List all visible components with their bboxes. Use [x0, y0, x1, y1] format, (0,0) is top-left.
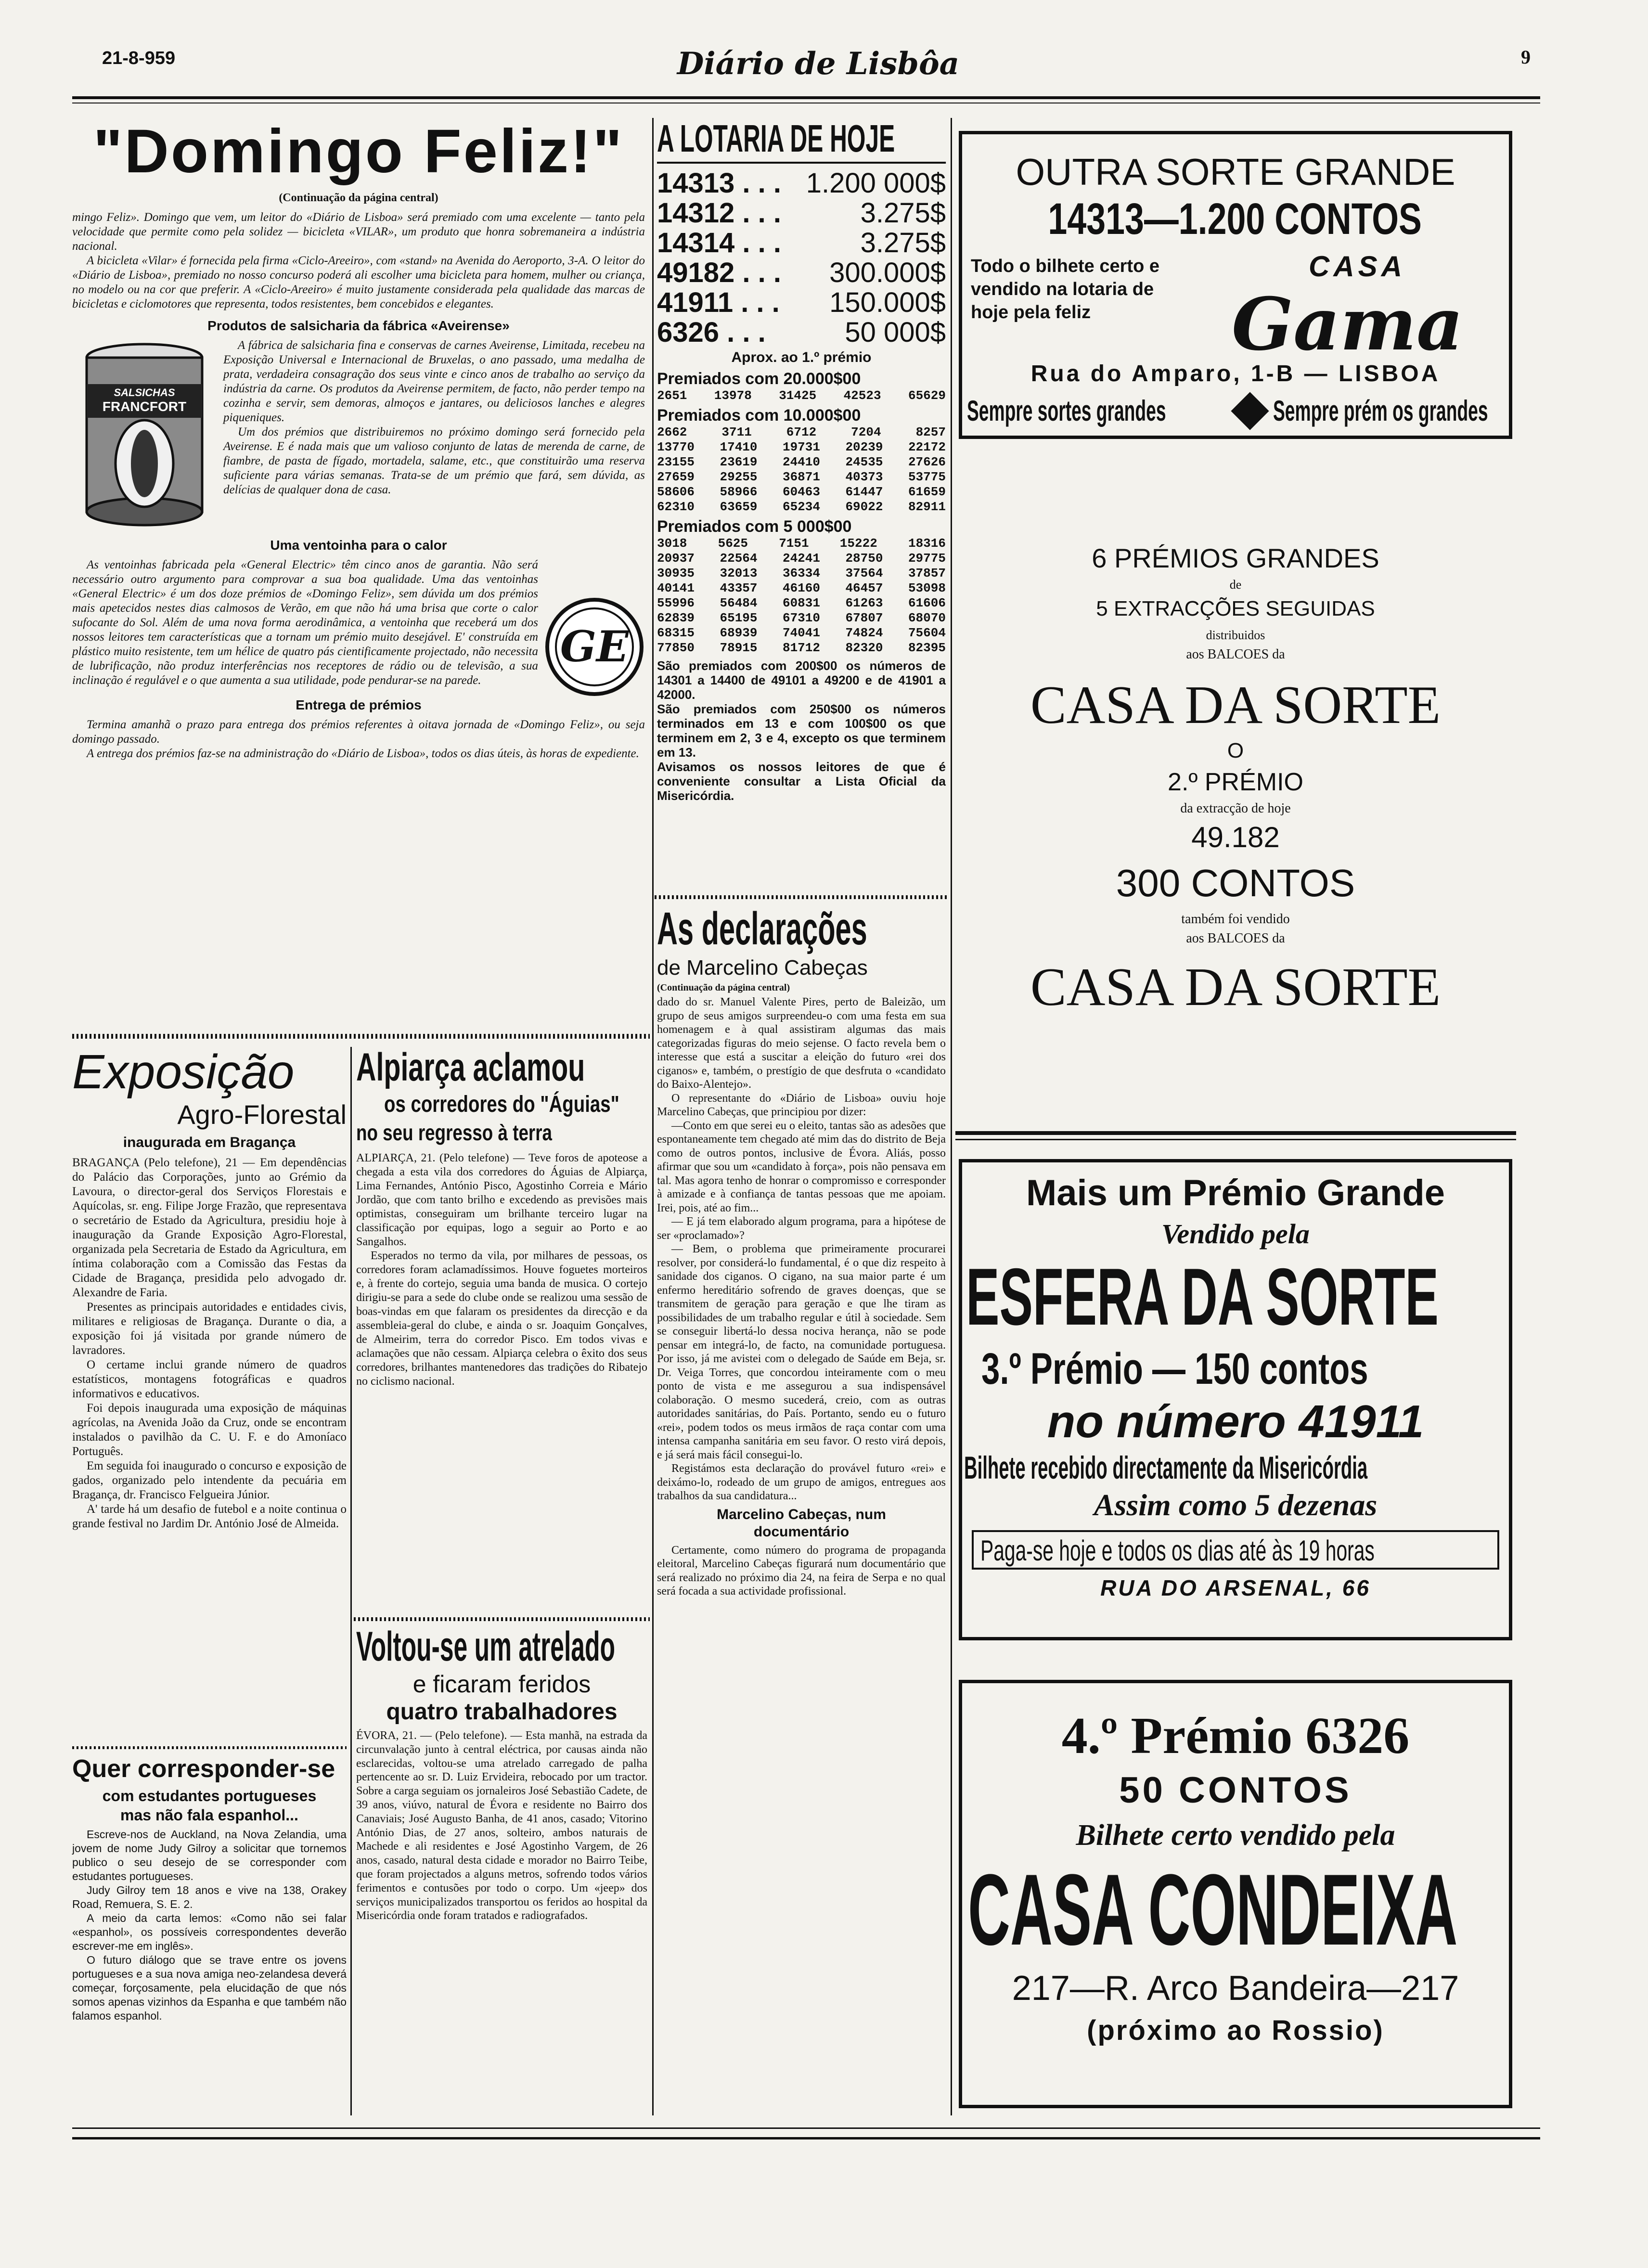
atrelado-article — [356, 1623, 647, 1923]
casa-condeixa-ad — [959, 1680, 1512, 2108]
approx-label: Aprox. ao 1.º prémio — [731, 349, 872, 365]
masthead-rule — [72, 96, 1540, 99]
ad-pay-line: Paga-se hoje e todos os dias até às 19 horas — [980, 1534, 1375, 1567]
can-label: FRANCFORT — [102, 399, 187, 414]
masthead-title: Diário de Lisbôa — [677, 46, 960, 82]
article-paragraph: Esperados no termo da vila, por milhares de pessoas, os corredores foram aclamadíssimos. Houve foguetes morteiros e, à frente do cortejo, seguia uma banda de musica. O cortejo dirigiu-se para a sede do clube onde se realizou uma sessão de boas-vindas em que falaram os presidentes da direcção e da assembleia-geral do clube, e ainda o sr. Joaquim Gonçalves, de Almeirim, terra do corredor Pisco. Em todos vivas e aclamações que não cessam. Alpiarça celebra o êxito dos seus corredores, brilhantes mantenedores das tradições do Ribatejo no ciclismo nacional. — [356, 1250, 647, 1388]
ad-slogan-row — [967, 394, 1506, 427]
ad-line: Bilhete recebido directamente da Misericórdia — [964, 1450, 1368, 1485]
subheading: Entrega de prémios — [296, 697, 422, 712]
article-paragraph: BRAGANÇA (Pelo telefone), 21 — Em dependências do Palácio das Corporações, junto ao Grémio da Lavoura, o director-geral dos Serviços Florestais e Aquícolas, sr. eng. Filipe Jorge Frazão, que representava o secretário de Estado da Agricultura, presidiu hoje à inauguração da Grande Exposição Agro-Florestal, organizada pela Secretaria de Estado da Agricultura, em íntima colaboração com a Comissão das Festas da Cidade de Bragança, presidida pelo advogado dr. Alexandre de Faria. — [72, 1156, 347, 1299]
ge-logo — [544, 596, 645, 697]
article-paragraph: A' tarde há um desafio de futebol e a noite continua o grande festival no Jardim Dr. António José de Almeida. — [72, 1503, 347, 1530]
lotaria-number: 14312 . . . — [657, 197, 781, 229]
number-list-row: 20937 22564 24241 28750 29775 — [657, 551, 946, 566]
lotaria-number: 14314 . . . — [657, 227, 781, 258]
ad-casa-da-sorte-name: CASA DA SORTE — [1030, 675, 1441, 735]
ad-line: O — [1227, 739, 1244, 762]
lotaria-prize: 3.275$ — [860, 227, 946, 258]
ad-line: 4.º Prémio 6326 — [1061, 1707, 1410, 1765]
lotaria-row — [657, 288, 946, 318]
sausage-can-image — [72, 338, 217, 531]
casa-gama-ad — [959, 131, 1512, 439]
article-paragraph: Em seguida foi inaugurado o concurso e exposição de gados, organizado pelo intendente da pecuária em Bragança, dr. Francisco Felgueira Júnior. — [72, 1459, 347, 1501]
lotaria-note: Avisamos os nossos leitores de que é conveniente consultar a Lista Oficial da Misericórdia. — [657, 760, 946, 803]
ad-line: Bilhete certo vendido pela — [1076, 1819, 1395, 1852]
lotaria-note: São premiados com 200$00 os números de 14301 a 14400 de 49101 a 49200 e de 41901 a 42000. — [657, 658, 946, 702]
ad-number-line: no número 41911 — [1047, 1396, 1424, 1447]
lotaria-title: A LOTARIA DE HOJE — [657, 116, 946, 164]
number-list-row: 2662 3711 6712 7204 8257 — [657, 425, 946, 439]
article-paragraph: O futuro diálogo que se trave entre os jovens portugueses e a sua nova amiga neo-zelandesa deverá começar, forçosamente, pela elucidação de que nós somos apenas vizinhos da Espanha e que também não falamos espanhol. — [72, 1954, 347, 2022]
lotaria-results — [657, 168, 946, 348]
ad-slogan-right: Sempre prém os grandes — [1273, 395, 1488, 427]
footer-rule — [72, 2137, 1540, 2139]
atrelado-subhead: e ficaram feridos — [412, 1671, 591, 1698]
ad-address: 217—R. Arco Bandeira—217 — [1012, 1969, 1459, 2008]
domingo-feliz-article — [72, 116, 645, 761]
declaracoes-article — [657, 902, 946, 1598]
ad-line: 3.º Prémio — 150 contos — [981, 1344, 1368, 1393]
article-paragraph: Escreve-nos de Auckland, na Nova Zelandia, uma jovem de nome Judy Gilroy a solicitar que tornemos publico o seu desejo de se corresponder com estudantes portugueses. — [72, 1828, 347, 1882]
ad-line: (próximo ao Rossio) — [1087, 2015, 1384, 2046]
section-rule — [955, 1139, 1516, 1140]
pay-box — [972, 1530, 1499, 1570]
corresponder-article — [72, 1754, 347, 2023]
lotaria-row — [657, 258, 946, 288]
exposicao-subhead: Agro-Florestal — [177, 1099, 347, 1130]
esfera-da-sorte-ad — [959, 1159, 1512, 1640]
corresponder-headline: Quer corresponder-se — [72, 1755, 335, 1783]
number-list-row: 58606 58966 60463 61447 61659 — [657, 485, 946, 499]
continued-note: (Continuação da página central) — [657, 982, 790, 993]
section-rule — [955, 1131, 1516, 1135]
continued-note: (Continuação da página central) — [279, 192, 438, 204]
ad-line: distribuidos — [1206, 628, 1265, 642]
ad-text: Todo o bilhete certo e vendido na lotaria de hoje pela feliz — [971, 256, 1159, 322]
alpiarca-subhead2: no seu regresso à terra — [356, 1120, 553, 1145]
lotaria-prize: 3.275$ — [860, 197, 946, 229]
ad-premio: 2.º PRÉMIO — [1168, 768, 1303, 796]
prem20-label: Premiados com 20.000$00 — [657, 370, 861, 388]
column-rule — [350, 1047, 352, 2115]
issue-date: 21-8-959 — [102, 48, 176, 68]
article-paragraph: O representante do «Diário de Lisboa» ouviu hoje Marcelino Cabeças, que principiou por dizer: — [657, 1092, 946, 1118]
article-paragraph: ÉVORA, 21. — (Pelo telefone). — Esta manhã, na estrada da circunvalação junto à central eléctrica, por causas ainda não esclarecidas, voltou-se uma atrelado carregado de palha pertencente ao sr. D. Luiz Ervideira, rebocado por um tractor. Sobre a carga seguiam os jornaleiros José Sebastião Cadete, de 39 anos, viúvo, natural de Évora e residente no Bairro dos Canaviais; José Augusto Banha, de 41 anos, casado; Vitorino António Dias, de 27 anos, solteiro, ambos naturais de Machede e ali residentes e José Agostinho Vargem, de 26 anos, casado, natural desta cidade e morador no Bairro Teibe, que foram projectados a alguns metros, sofrendo todos vários ferimentos e contusões por todo o corpo. Um «jeep» dos serviços municipalizados transportou os feridos ao hospital da Misericórdia onde foram tratados e radiografados. — [356, 1729, 647, 1922]
prem5-label: Premiados com 5 000$00 — [657, 517, 852, 536]
subheading: Produtos de salsicharia da fábrica «Aveirense» — [207, 318, 510, 333]
section-rule — [72, 1034, 650, 1039]
ad-line: Mais um Prémio Grande — [1026, 1173, 1445, 1213]
ad-line: aos BALCOES da — [1186, 647, 1285, 662]
casa-da-sorte-ad — [959, 510, 1512, 1097]
article-paragraph: Um dos prémios que distribuiremos no próximo domingo será fornecido pela Aveirense. E é nada mais que um valioso conjunto de latas de merenda de carne, de fiambre, de pasta de fígado, mortadela, salame, etc., que constituirão uma reserva suficiente para várias semanas. Trata-se de um prémio que fará, sem dúvida, as delícias de qualquer dona de casa. — [223, 425, 645, 496]
number-list-row: 62310 63659 65234 69022 82911 — [657, 500, 946, 514]
domingo-headline: "Domingo Feliz!" — [93, 117, 624, 186]
article-paragraph: Foi depois inaugurada uma exposição de máquinas agrícolas, na Avenida João da Cruz, onde se encontram instalados o pavilhão da C. U. F. e do Amoníaco Português. — [72, 1402, 347, 1458]
number-list-row: 40141 43357 46160 46457 53098 — [657, 581, 946, 595]
number-list-row: 27659 29255 36871 40373 53775 — [657, 470, 946, 484]
ad-casa-label: CASA — [1309, 250, 1406, 283]
lotaria-prize: 150.000$ — [829, 287, 946, 318]
ad-gama-logo: Gama — [1232, 282, 1464, 367]
subheading: Uma ventoinha para o calor — [270, 538, 447, 553]
svg-text:GE: GE — [560, 621, 629, 671]
ad-line: Vendido pela — [1161, 1218, 1310, 1250]
subheading: Marcelino Cabeças, num documentário — [717, 1506, 886, 1540]
declaracoes-headline: As declarações — [657, 903, 867, 954]
ad-line: também foi vendido — [1181, 912, 1290, 927]
article-paragraph: O certame inclui grande número de quadros estatísticos, montagens fotográficas e quadros informativos e educativos. — [72, 1358, 347, 1400]
declaracoes-subhead: de Marcelino Cabeças — [657, 956, 868, 979]
lotaria-row — [657, 168, 946, 198]
article-paragraph: mingo Feliz». Domingo que vem, um leitor do «Diário de Lisboa» será premiado com uma excelente — tanto pela velocidade que permite como pela solidez — bicicleta «VILAR», um produto que honra sobremaneira a indústria nacional. — [72, 211, 645, 253]
subheading: inaugurada em Bragança — [123, 1134, 296, 1150]
lotaria-number: 49182 . . . — [657, 257, 781, 288]
number-list-row: 55996 56484 60831 61263 61606 — [657, 596, 946, 610]
ad-contos: 300 CONTOS — [1116, 862, 1355, 904]
article-paragraph: A fábrica de salsicharia fina e conservas de carnes Aveirense, Limitada, recebeu na Exposição Universal e Internacional de Bruxelas, o ano passado, uma medalha de prata, verdadeira consagração dos seus vinte e cinco anos de trabalho ao serviço da indústria da carne. Os produtos da Aveirense permitem, de facto, não perder tempo na cozinha e servir, sem demoras, almoços e jantares, ou deliciosos lanches e alegres piqueniques. — [223, 339, 645, 424]
column-rule — [951, 118, 952, 2115]
prem20-list — [657, 388, 946, 403]
prem5-list — [657, 536, 946, 656]
column-rule — [652, 118, 654, 2115]
number-list-row: 23155 23619 24410 24535 27626 — [657, 455, 946, 469]
lotaria-row — [657, 198, 946, 228]
ad-address: RUA DO ARSENAL, 66 — [1100, 1575, 1371, 1600]
ad-line: aos BALCOES da — [1186, 931, 1285, 946]
lotaria-prize: 300.000$ — [829, 257, 946, 288]
footer-rule — [72, 2127, 1540, 2129]
article-paragraph: — Bem, o problema que primeiramente procurarei resolver, por considerá-lo fundamental, é o que diz respeito à sanidade dos ciganos. O cigano, na sua maior parte é um enfermo hereditário sofrendo de graves doenças, que se transmitem de geração para geração e que lhe tiram as possibilidades de um trabalho regular e útil à sociedade. Sem se conseguir libertá-lo dessa nociva herança, não se pode pensar em integrá-lo, de facto, na comunidade portuguesa. Por isso, já me avistei com o delegado de Saúde em Beja, sr. Dr. Veiga Torres, que concordou inteiramente com o meu ponto de vista e me assegurou a sua indispensável colaboração. O mesmo sucederá, creio, com as outras autoridades sanitárias, do País. Portanto, sendo eu o futuro «rei», podem todos os meus irmãos de raça contar com uma intensa campanha sanitária em seu favor. O resto virá depois, e já será mais fácil consegui-lo. — [657, 1243, 946, 1461]
ad-line: de — [1229, 578, 1242, 592]
article-paragraph: ALPIARÇA, 21. (Pelo telefone) — Teve foros de apoteose a chegada a esta vila dos corredores do Águias de Alpiarça, Lima Fernandes, António Pisco, Agostinho Correia e Mário Jordão, que com tanto brilho e excedendo as previsões mais optimistas, conseguiram um brilhante terceiro lugar na classificação por equipas, logo a seguir ao Porto e ao Sangalhos. — [356, 1152, 647, 1248]
article-paragraph: As ventoinhas fabricada pela «General Electric» têm cinco anos de garantia. Não será necessário outro argumento para comprovar a sua boa qualidade. Uma das ventoinhas «General Electric» é um dos doze prémios de «Domingo Feliz», sem dúvida um dos prémios mais apetecidos nestes dias calmosos de Verão, em que não há uma brisa que corte o calor sufocante do Sol. Além de uma nova forma aerodinâmica, a ventoinha que receberá um dos nossos leitores tem características que a tornam um prémio muito desejável. E' construída em plástico muito resistente, tem um hélice de quatro pás cientificamente projectado, não necessita de lubrificação, não produz interferências nos receptores de rádio ou de televisão, a sua inclinação é regulável e o que aumenta a sua utilidade, pode pendurar-se na parede. — [72, 558, 538, 687]
can-label: SALSICHAS — [114, 387, 175, 399]
lotaria-prize: 1.200 000$ — [806, 168, 946, 199]
alpiarca-subhead: os corredores do "Águias" — [384, 1092, 619, 1117]
number-list-row: 77850 78915 81712 82320 82395 — [657, 641, 946, 655]
ad-line: OUTRA SORTE GRANDE — [1016, 151, 1455, 193]
alpiarca-article — [356, 1044, 647, 1389]
section-rule — [655, 895, 948, 899]
ad-line: 6 PRÉMIOS GRANDES — [1092, 543, 1379, 573]
page-number: 9 — [1521, 46, 1531, 68]
article-paragraph: A entrega dos prémios faz-se na administração do «Diário de Lisboa», todos os dias úteis, às horas de expediente. — [87, 747, 639, 760]
ad-slogan-left: Sempre sortes grandes — [967, 395, 1166, 427]
article-paragraph: Certamente, como número do programa de propaganda eleitoral, Marcelino Cabeças figurará num documentário que será realizado no próximo dia 24, na feira de Serpa e no qual será focada a sua actividade profissional. — [657, 1544, 946, 1598]
section-rule — [72, 1746, 347, 1749]
ad-line: 14313—1.200 CONTOS — [1048, 194, 1422, 244]
ad-condeixa-name: CASA CONDEIXA — [968, 1853, 1458, 1966]
lotaria-number: 6326 . . . — [657, 317, 766, 348]
number-list-row: 68315 68939 74041 74824 75604 — [657, 626, 946, 640]
lotaria-section — [657, 116, 946, 803]
number-list-row: 2651 13978 31425 42523 65629 — [657, 388, 946, 403]
lotaria-row — [657, 318, 946, 348]
article-paragraph: A meio da carta lemos: «Como não sei falar «espanhol», os possíveis correspondentes deverão escrever-me em inglês». — [72, 1912, 347, 1952]
ad-line: Assim como 5 dezenas — [1094, 1488, 1378, 1522]
article-paragraph: Presentes as principais autoridades e entidades civis, militares e religiosas de Bragança. Durante o dia, a exposição foi já visitada por grande número de lavradores. — [72, 1301, 347, 1357]
atrelado-headline: Voltou-se um atrelado — [356, 1624, 616, 1670]
ad-line: da extracção de hoje — [1180, 801, 1291, 816]
article-paragraph: Termina amanhã o prazo para entrega dos prémios referentes à oitava jornada de «Domingo Feliz», ou seja domingo passado. — [72, 718, 645, 746]
number-list-row: 62839 65195 67310 67807 68070 — [657, 611, 946, 625]
article-paragraph: Registámos esta declaração do provável futuro «rei» e deixámo-lo, rodeado de um grupo de amigos, entregues aos trabalhos da sua candidatura... — [657, 1462, 946, 1502]
ad-address: Rua do Amparo, 1-B — LISBOA — [1030, 361, 1441, 387]
article-paragraph: Judy Gilroy tem 18 anos e vive na 138, Orakey Road, Remuera, S. E. 2. — [72, 1884, 347, 1910]
ad-casa-da-sorte-name: CASA DA SORTE — [1030, 957, 1441, 1017]
section-rule — [354, 1617, 650, 1621]
alpiarca-headline: Alpiarça aclamou — [356, 1045, 585, 1089]
lotaria-note: São premiados com 250$00 os números terminados em 13 e com 100$00 os que terminem em 2, 3 e 4, excepto os que terminem em 13. — [657, 702, 946, 760]
number-list-row: 3018 5625 7151 15222 18316 — [657, 536, 946, 551]
prem10-list — [657, 425, 946, 515]
atrelado-subhead2: quatro trabalhadores — [386, 1699, 618, 1725]
prem10-label: Premiados com 10.000$00 — [657, 406, 861, 425]
article-paragraph: A bicicleta «Vilar» é fornecida pela firma «Ciclo-Areeiro», com «stand» na Avenida do Aeroporto, 3-A. O leitor do «Diário de Lisboa», premiado no nosso concurso poderá ali escolher uma bicicleta para homem, mulher ou criança, no modelo ou na cor que preferir. A «Ciclo-Areeiro» é muito justamente considerada pela qualidade das marcas de bicicletas e ciclomotores que representa, todos resistentes, bem concebidos e elegantes. — [72, 254, 645, 310]
ad-number: 49.182 — [1191, 821, 1280, 853]
ad-esfera-name: ESFERA DA SORTE — [966, 1251, 1439, 1342]
exposicao-headline: Exposição — [72, 1045, 295, 1099]
ad-line: 5 EXTRACÇÕES SEGUIDAS — [1096, 597, 1375, 620]
article-paragraph: — E já tem elaborado algum programa, para a hipótese de ser «proclamado»? — [657, 1215, 946, 1242]
article-paragraph: —Conto em que serei eu o eleito, tantas são as adesões que espontaneamente tem chegado até mim das do distrito de Beja como de outros pontos, inclusive de Évora. Aliás, posso afirmar que sou um «candidato à força», pois não pensava em tal. Mas agora tenho de honrar o compromisso e corresponder à amizade e à confiança de tantas pessoas que me apoiam. Irei, pois, até ao fim... — [657, 1119, 946, 1214]
lotaria-number: 41911 . . . — [657, 287, 780, 318]
ad-line: 50 CONTOS — [1119, 1770, 1352, 1811]
lotaria-row — [657, 228, 946, 258]
article-paragraph: dado do sr. Manuel Valente Pires, perto de Baleizão, um grupo de seus amigos surpreendeu-o com uma festa em sua homenagem e à qual assistiram algumas das mais categorizadas figuras do meio sejense. O facto revela bem o interesse que está a suscitar a eleição do futuro «rei dos ciganos» e, também, o prestígio de que desfruta o «candidato do Baixo-Alentejo». — [657, 996, 946, 1091]
diamond-icon — [1231, 392, 1269, 430]
lotaria-number: 14313 . . . — [657, 168, 781, 199]
subheading: com estudantes portugueses mas não fala espanhol... — [102, 1787, 317, 1824]
number-list-row: 30935 32013 36334 37564 37857 — [657, 566, 946, 580]
number-list-row: 13770 17410 19731 20239 22172 — [657, 440, 946, 454]
exposicao-article — [72, 1044, 347, 1531]
lotaria-prize: 50 000$ — [845, 317, 946, 348]
